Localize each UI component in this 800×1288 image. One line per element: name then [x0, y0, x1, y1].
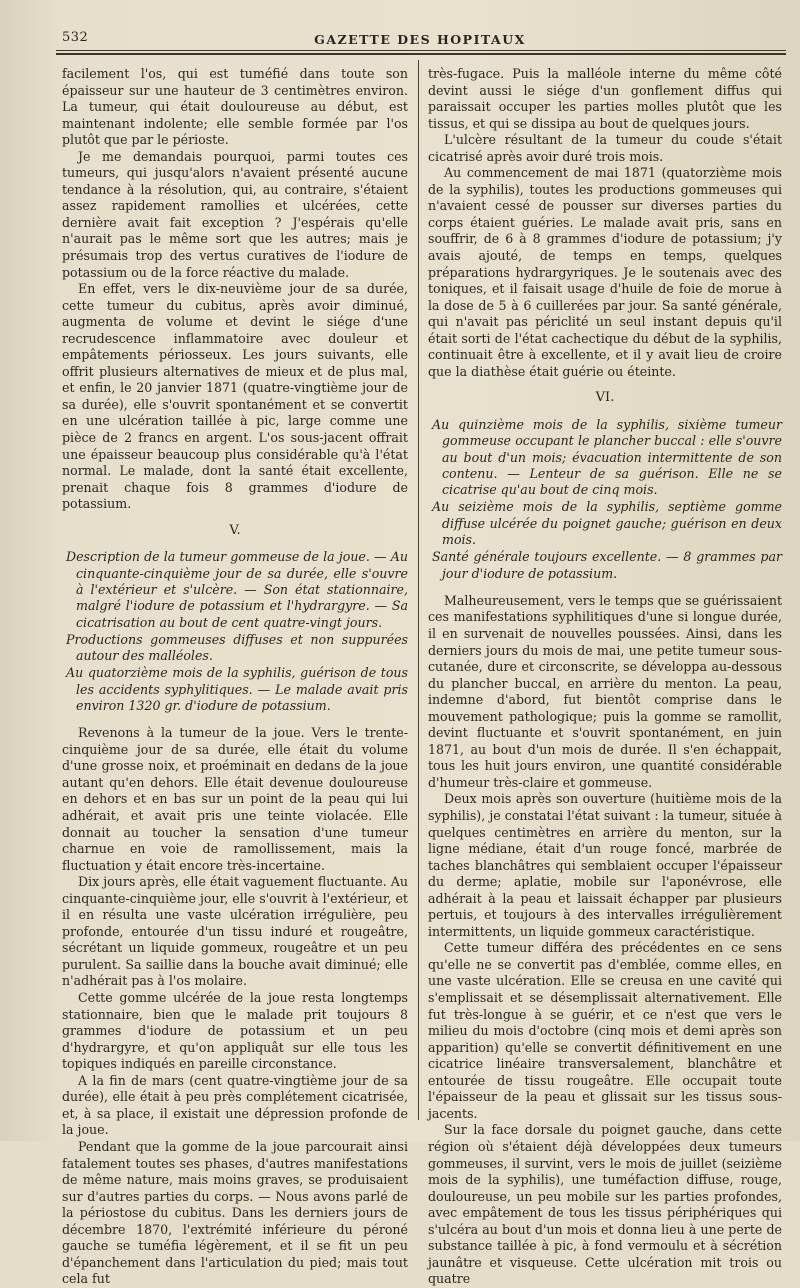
page-header [50, 26, 790, 50]
paragraph: facilement l'os, qui est tuméfié dans toute son épaisseur sur une hauteur de 3 centimètres environ. La tumeur, qui était douloureuse au début, est maintenant indolente; elle semble formée par l'os plutôt que par le périoste. [62, 66, 408, 148]
paragraph: Pendant que la gomme de la joue parcourait ainsi fatalement toutes ses phases, d'autres manifestations de même nature, mais moins graves, se produisaient sur d'autres parties du corps. — Nous avons parlé de la périostose du cubitus. Dans les derniers jours de décembre 1870, l'extrémité inférieure du péroné gauche se tuméfia légèrement, et il se fit un peu d'épanchement dans l'articulation du pied; mais tout cela fut [62, 1138, 408, 1287]
section-summary: Au seizième mois de la syphilis, septième gomme diffuse ulcérée du poignet gauche; guérison en deux mois. [432, 499, 782, 548]
paragraph: Je me demandais pourquoi, parmi toutes ces tumeurs, qui jusqu'alors n'avaient présenté aucune tendance à la résolution, qui, au contraire, s'étaient assez rapidement ramollies et ulcérées, cette dernière avait fait exception ? J'espérais qu'elle n'aurait pas le même sort que les autres; mais je présumais trop des vertus curatives de l'iodure de potassium ou de la force réactive du malade. [62, 148, 408, 280]
paragraph: Sur la face dorsale du poignet gauche, dans cette région où s'étaient déjà développées deux tumeurs gommeuses, il survint, vers le mois de juillet (seizième mois de la syphilis), une tuméfaction diffuse, rouge, douloureuse, un peu mobile sur les parties profondes, avec empâtement de tous les tissus périphériques qui s'ulcéra au bout d'un mois et donna lieu à une perte de substance taillée à pic, à fond vermoulu et à sécrétion jaunâtre et visqueuse. Cette ulcération mit trois ou quatre [428, 1122, 782, 1287]
section-summary: Au quatorzième mois de la syphilis, guérison de tous les accidents syphylitiques. — Le malade avait pris environ 1320 gr. d'iodure de potassium. [66, 665, 408, 713]
column-divider [418, 60, 419, 1120]
paragraph: Dix jours après, elle était vaguement fluctuante. Au cinquante-cinquième jour, elle s'ouvrit à l'extérieur, et il en résulta une vaste ulcération irrégulière, peu profonde, entourée d'un tissu induré et rougeâtre, sécrétant un liquide gommeux, rougeâtre et un peu purulent. Sa saillie dans la bouche avait diminué; elle n'adhérait pas à l'os molaire. [62, 874, 408, 989]
paragraph: Revenons à la tumeur de la joue. Vers le trente-cinquième jour de sa durée, elle était du volume d'une grosse noix, et proéminait en dedans de la joue autant qu'en dehors. Elle était devenue douloureuse en dehors et en bas sur un point de la peau qui lui adhérait, et avait pris une teinte violacée. Elle donnait au toucher la sensation d'une tumeur charnue en voie de ramollissement, mais la fluctuation y était encore très-incertaine. [62, 725, 408, 873]
journal-title: GAZETTE DES HOPITAUX [314, 32, 526, 47]
header-rule-thick [56, 53, 786, 55]
spacer [62, 715, 408, 725]
section-summary: Description de la tumeur gommeuse de la joue. — Au cinquante-cinquième jour de sa durée, elle s'ouvre à l'extérieur et s'ulcère. — Son état stationnaire, malgré l'iodure de potassium et l'hydrargyre. — Sa cicatrisation au bout de cent quatre-vingt jours. [66, 549, 408, 630]
paragraph: En effet, vers le dix-neuvième jour de sa durée, cette tumeur du cubitus, après avoir diminué, augmenta de volume et devint le siége d'une recrudescence inflammatoire avec douleur et empâtements périosseux. Les jours suivants, elle offrit plusieurs alternatives de mieux et de plus mal, et enfin, le 20 janvier 1871 (quatre-vingtième jour de sa durée), elle s'ouvrit spontanément et se convertit en une ulcération taillée à pic, large comme une pièce de 2 francs en argent. L'os sous-jacent offrait une épaisseur beaucoup plus considérable qu'à l'état normal. Le malade, dont la santé était excellente, prenait chaque fois 8 grammes d'iodure de potassium. [62, 281, 408, 512]
paragraph: A la fin de mars (cent quatre-vingtième jour de sa durée), elle était à peu près complétement cicatrisée, et, à sa place, il existait une dépression profonde de la joue. [62, 1072, 408, 1138]
paragraph: Au commencement de mai 1871 (quatorzième mois de la syphilis), toutes les productions gommeuses qui n'avaient cessé de pousser sur diverses parties du corps étaient guéries. Le malade avait pris, sans en souffrir, de 6 à 8 grammes d'iodure de potassium; j'y avais ajouté, de temps en temps, quelques préparations hydrargyriques. Je le soutenais avec des toniques, et il faisait usage d'huile de foie de morue à la dose de 5 à 6 cuillerées par jour. Sa santé générale, qui n'avait pas périclité un seul instant depuis qu'il était sorti de l'état cachectique du début de la syphilis, continuait être à excellente, et il y avait lieu de croire que la diathèse était guérie ou éteinte. [428, 165, 782, 379]
section-heading-v: V. [229, 522, 241, 538]
paragraph: L'ulcère résultant de la tumeur du coude s'était cicatrisé après avoir duré trois mois. [428, 132, 782, 164]
right-column [428, 66, 783, 1287]
paragraph: très-fugace. Puis la malléole interne du même côté devint aussi le siége d'un gonflement diffus qui paraissait occuper les parties molles plutôt que les tissus, et qui se dissipa au bout de quelques jours. [428, 66, 782, 131]
spacer [428, 583, 782, 593]
paragraph: Deux mois après son ouverture (huitième mois de la syphilis), je constatai l'état suivant : la tumeur, située à quelques centimètres en arrière du menton, sur la ligne médiane, était d'un rouge foncé, marbrée de taches blanchâtres qui semblaient occuper l'épaisseur du derme; aplatie, mobile sur l'aponévrose, elle adhérait à la peau et laissait échapper par plusieurs pertuis, et toujours à des intervalles irrégulièrement intermittents, un liquide gommeux caractéristique. [428, 791, 782, 939]
section-summary: Productions gommeuses diffuses et non suppurées autour des malléoles. [66, 631, 408, 664]
paragraph: Malheureusement, vers le temps que se guérissaient ces manifestations syphilitiques d'une si longue durée, il en survenait de nouvelles poussées. Ainsi, dans les derniers jours du mois de mai, une petite tumeur sous-cutanée, dure et circonscrite, se développa au-dessous du plancher buccal, en arrière du menton. La peau, indemne d'abord, fut bientôt comprise dans le mouvement pathologique; puis la gomme se ramollit, devint fluctuante et s'ouvrit spontanément, en juin 1871, au bout d'un mois de durée. Il s'en échappait, tous les huit jours environ, une quantité considérable d'humeur très-claire et gommeuse. [428, 592, 783, 790]
page-number: 532 [62, 30, 89, 45]
section-heading-vi: VI. [595, 390, 615, 406]
left-column [62, 66, 408, 1287]
paragraph: Cette tumeur différa des précédentes en ce sens qu'elle ne se convertit pas d'emblée, comme elles, en une vaste ulcération. Elle se creusa en une cavité qui s'emplissait et se désemplissait alternativement. Elle fut très-longue à se guérir, et ce n'est que vers le milieu du mois d'octobre (cinq mois et demi après son apparition) qu'elle se convertit définitivement en une cicatrice linéaire transversalement, blanchâtre et entourée de tissu rougeâtre. Elle occupait toute l'épaisseur de la peau et glissait sur les tissus sous-jacents. [428, 940, 782, 1121]
header-rule [56, 50, 786, 51]
section-summary: Santé générale toujours excellente. — 8 grammes par jour d'iodure de potassium. [432, 549, 782, 581]
section-summary: Au quinzième mois de la syphilis, sixième tumeur gommeuse occupant le plancher buccal : elle s'ouvre au bout d'un mois; évacuation intermittente de son contenu. — Lenteur de sa guérison. Elle ne se cicatrise qu'au bout de cinq mois. [432, 416, 782, 498]
paragraph: Cette gomme ulcérée de la joue resta longtemps stationnaire, bien que le malade prit toujours 8 grammes d'iodure de potassium et un peu d'hydrargyre, et qu'on appliquât sur elle tous les topiques indiqués en pareille circonstance. [62, 990, 408, 1072]
